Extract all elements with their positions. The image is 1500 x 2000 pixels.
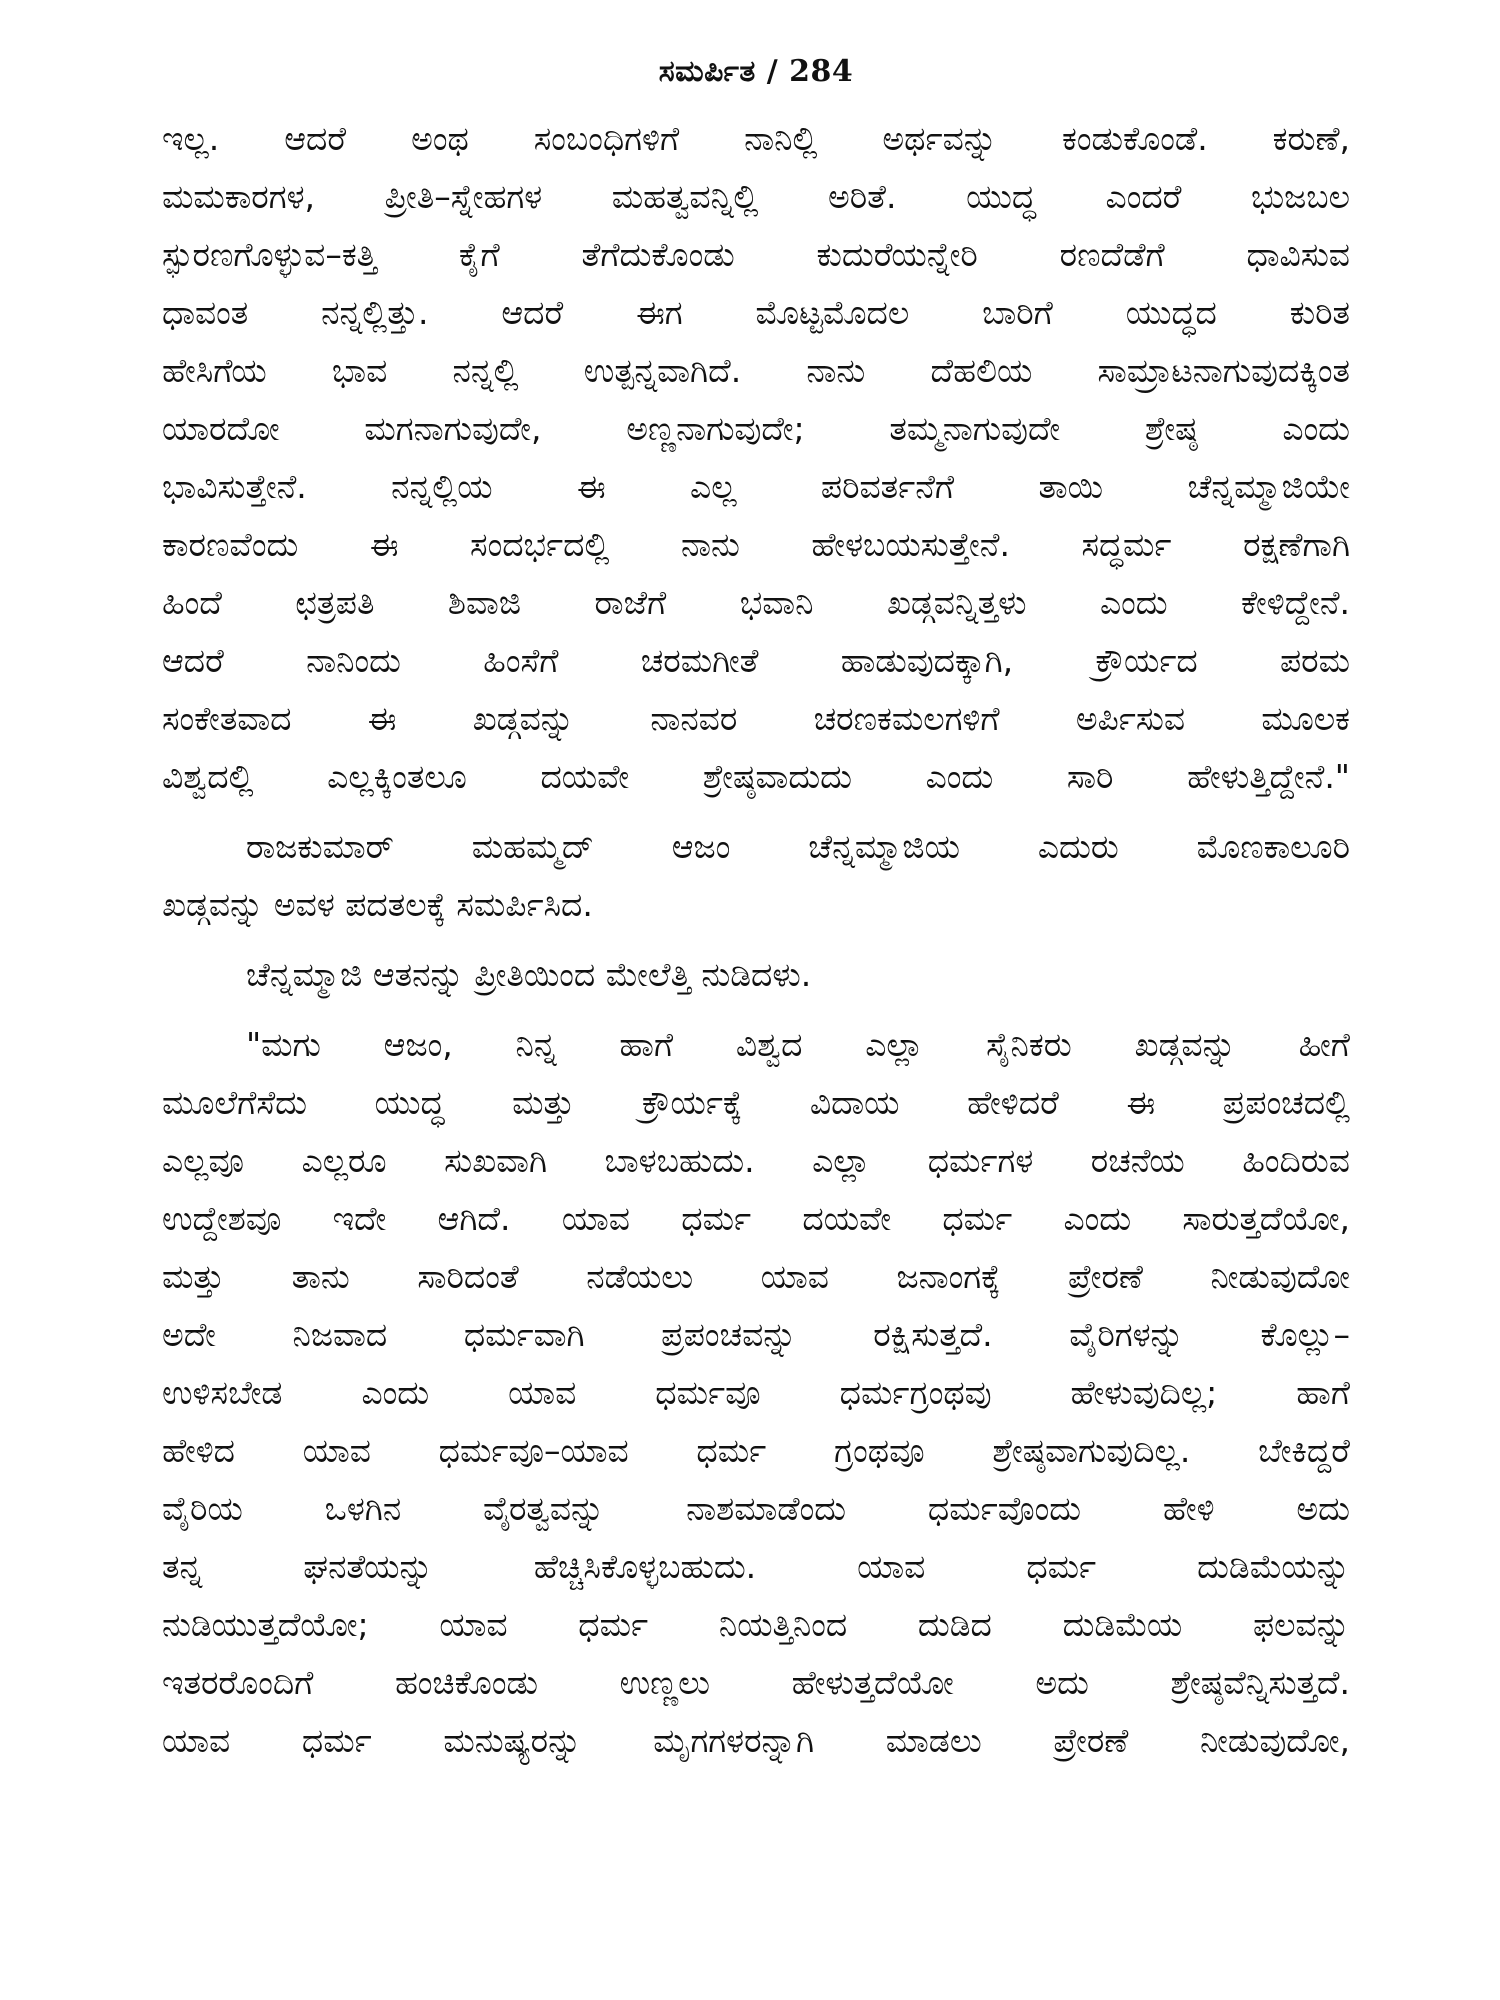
- text-line: ಮಮಕಾರಗಳ, ಪ್ರೀತಿ–ಸ್ನೇಹಗಳ ಮಹತ್ವವನ್ನಿಲ್ಲಿ ಅರಿತೆ. ಯುದ್ಧ ಎಂದರೆ ಭುಜಬಲ: [162, 177, 1350, 216]
- text-line: ವಿಶ್ವದಲ್ಲಿ ಎಲ್ಲಕ್ಕಿಂತಲೂ ದಯವೇ ಶ್ರೇಷ್ಠವಾದುದು ಎಂದು ಸಾರಿ ಹೇಳುತ್ತಿದ್ದೇನೆ.": [162, 757, 1350, 796]
- text-line: ಭಾವಿಸುತ್ತೇನೆ. ನನ್ನಲ್ಲಿಯ ಈ ಎಲ್ಲ ಪರಿವರ್ತನೆಗೆ ತಾಯಿ ಚೆನ್ನಮ್ಮಾಜಿಯೇ: [162, 467, 1350, 506]
- text-line: ಯಾವ ಧರ್ಮ ಮನುಷ್ಯರನ್ನು ಮೃಗಗಳರನ್ನಾಗಿ ಮಾಡಲು ಪ್ರೇರಣೆ ನೀಡುವುದೋ,: [162, 1721, 1350, 1760]
- text-line: ಹೇಸಿಗೆಯ ಭಾವ ನನ್ನಲ್ಲಿ ಉತ್ಪನ್ನವಾಗಿದೆ. ನಾನು ದೆಹಲಿಯ ಸಾಮ್ರಾಟನಾಗುವುದಕ್ಕಿಂತ: [162, 351, 1350, 390]
- paragraph-4: [162, 1016, 1350, 1770]
- text-line: ಉದ್ದೇಶವೂ ಇದೇ ಆಗಿದೆ. ಯಾವ ಧರ್ಮ ದಯವೇ ಧರ್ಮ ಎಂದು ಸಾರುತ್ತದೆಯೋ,: [162, 1199, 1350, 1238]
- text-line: ಅದೇ ನಿಜವಾದ ಧರ್ಮವಾಗಿ ಪ್ರಪಂಚವನ್ನು ರಕ್ಷಿಸುತ್ತದೆ. ವೈರಿಗಳನ್ನು ಕೊಲ್ಲು–: [162, 1315, 1350, 1354]
- text-line: ಮೂಲೆಗೆಸೆದು ಯುದ್ಧ ಮತ್ತು ಕ್ರೌರ್ಯಕ್ಕೆ ವಿದಾಯ ಹೇಳಿದರೆ ಈ ಪ್ರಪಂಚದಲ್ಲಿ: [162, 1083, 1350, 1122]
- text-line: ಉಳಿಸಬೇಡ ಎಂದು ಯಾವ ಧರ್ಮವೂ ಧರ್ಮಗ್ರಂಥವು ಹೇಳುವುದಿಲ್ಲ; ಹಾಗೆ: [162, 1373, 1350, 1412]
- text-line: ಚೆನ್ನಮ್ಮಾಜಿ ಆತನನ್ನು ಪ್ರೀತಿಯಿಂದ ಮೇಲೆತ್ತಿ ನುಡಿದಳು.: [246, 955, 812, 994]
- text-line: ಕಾರಣವೆಂದು ಈ ಸಂದರ್ಭದಲ್ಲಿ ನಾನು ಹೇಳಬಯಸುತ್ತೇನೆ. ಸದ್ಧರ್ಮ ರಕ್ಷಣೆಗಾಗಿ: [162, 525, 1350, 564]
- paragraph-2: [162, 818, 1350, 934]
- text-line: ನುಡಿಯುತ್ತದೆಯೋ; ಯಾವ ಧರ್ಮ ನಿಯತ್ತಿನಿಂದ ದುಡಿದ ದುಡಿಮೆಯ ಫಲವನ್ನು: [162, 1605, 1350, 1644]
- text-line: ಹಿಂದೆ ಛತ್ರಪತಿ ಶಿವಾಜಿ ರಾಜೆಗೆ ಭವಾನಿ ಖಡ್ಗವನ್ನಿತ್ತಳು ಎಂದು ಕೇಳಿದ್ದೇನೆ.: [162, 583, 1350, 622]
- text-line: ರಾಜಕುಮಾರ್ ಮಹಮ್ಮದ್ ಆಜಂ ಚೆನ್ನಮ್ಮಾಜಿಯ ಎದುರು ಮೊಣಕಾಲೂರಿ: [246, 827, 1350, 866]
- text-line: ಖಡ್ಗವನ್ನು ಅವಳ ಪದತಲಕ್ಕೆ ಸಮರ್ಪಿಸಿದ.: [162, 885, 593, 924]
- text-line: ಯಾರದೋ ಮಗನಾಗುವುದೇ, ಅಣ್ಣನಾಗುವುದೇ; ತಮ್ಮನಾಗುವುದೇ ಶ್ರೇಷ್ಠ ಎಂದು: [162, 409, 1350, 448]
- paragraph-1: [162, 110, 1350, 806]
- text-line: ಎಲ್ಲವೂ ಎಲ್ಲರೂ ಸುಖವಾಗಿ ಬಾಳಬಹುದು. ಎಲ್ಲಾ ಧರ್ಮಗಳ ರಚನೆಯ ಹಿಂದಿರುವ: [162, 1141, 1350, 1180]
- text-line: ಧಾವಂತ ನನ್ನಲ್ಲಿತ್ತು. ಆದರೆ ಈಗ ಮೊಟ್ಟಮೊದಲ ಬಾರಿಗೆ ಯುದ್ಧದ ಕುರಿತ: [162, 293, 1350, 332]
- text-line: ಹೇಳಿದ ಯಾವ ಧರ್ಮವೂ–ಯಾವ ಧರ್ಮ ಗ್ರಂಥವೂ ಶ್ರೇಷ್ಠವಾಗುವುದಿಲ್ಲ. ಬೇಕಿದ್ದರೆ: [162, 1431, 1350, 1470]
- text-line: ವೈರಿಯ ಒಳಗಿನ ವೈರತ್ವವನ್ನು ನಾಶಮಾಡೆಂದು ಧರ್ಮವೊಂದು ಹೇಳಿ ಅದು: [162, 1489, 1350, 1528]
- text-line: ಇಲ್ಲ. ಆದರೆ ಅಂಥ ಸಂಬಂಧಿಗಳಿಗೆ ನಾನಿಲ್ಲಿ ಅರ್ಥವನ್ನು ಕಂಡುಕೊಂಡೆ. ಕರುಣೆ,: [162, 119, 1350, 158]
- page-header: ಸಮರ್ಪಿತ / 284: [658, 54, 854, 89]
- text-line: ಸ್ಫುರಣಗೊಳ್ಳುವ–ಕತ್ತಿ ಕೈಗೆ ತೆಗೆದುಕೊಂಡು ಕುದುರೆಯನ್ನೇರಿ ರಣದೆಡೆಗೆ ಧಾವಿಸುವ: [162, 235, 1350, 274]
- text-line: ಸಂಕೇತವಾದ ಈ ಖಡ್ಗವನ್ನು ನಾನವರ ಚರಣಕಮಲಗಳಿಗೆ ಅರ್ಪಿಸುವ ಮೂಲಕ: [162, 699, 1350, 738]
- text-line: ಇತರರೊಂದಿಗೆ ಹಂಚಿಕೊಂಡು ಉಣ್ಣಲು ಹೇಳುತ್ತದೆಯೋ ಅದು ಶ್ರೇಷ್ಠವೆನ್ನಿಸುತ್ತದೆ.: [162, 1663, 1350, 1702]
- text-line: ಮತ್ತು ತಾನು ಸಾರಿದಂತೆ ನಡೆಯಲು ಯಾವ ಜನಾಂಗಕ್ಕೆ ಪ್ರೇರಣೆ ನೀಡುವುದೋ: [162, 1257, 1350, 1296]
- text-line: ಆದರೆ ನಾನಿಂದು ಹಿಂಸೆಗೆ ಚರಮಗೀತೆ ಹಾಡುವುದಕ್ಕಾಗಿ, ಕ್ರೌರ್ಯದ ಪರಮ: [162, 641, 1350, 680]
- text-line: ತನ್ನ ಘನತೆಯನ್ನು ಹೆಚ್ಚಿಸಿಕೊಳ್ಳಬಹುದು. ಯಾವ ಧರ್ಮ ದುಡಿಮೆಯನ್ನು: [162, 1547, 1350, 1586]
- text-line: "ಮಗು ಆಜಂ, ನಿನ್ನ ಹಾಗೆ ವಿಶ್ವದ ಎಲ್ಲಾ ಸೈನಿಕರು ಖಡ್ಗವನ್ನು ಹೀಗೆ: [246, 1025, 1350, 1064]
- paragraph-3: [162, 946, 1350, 1004]
